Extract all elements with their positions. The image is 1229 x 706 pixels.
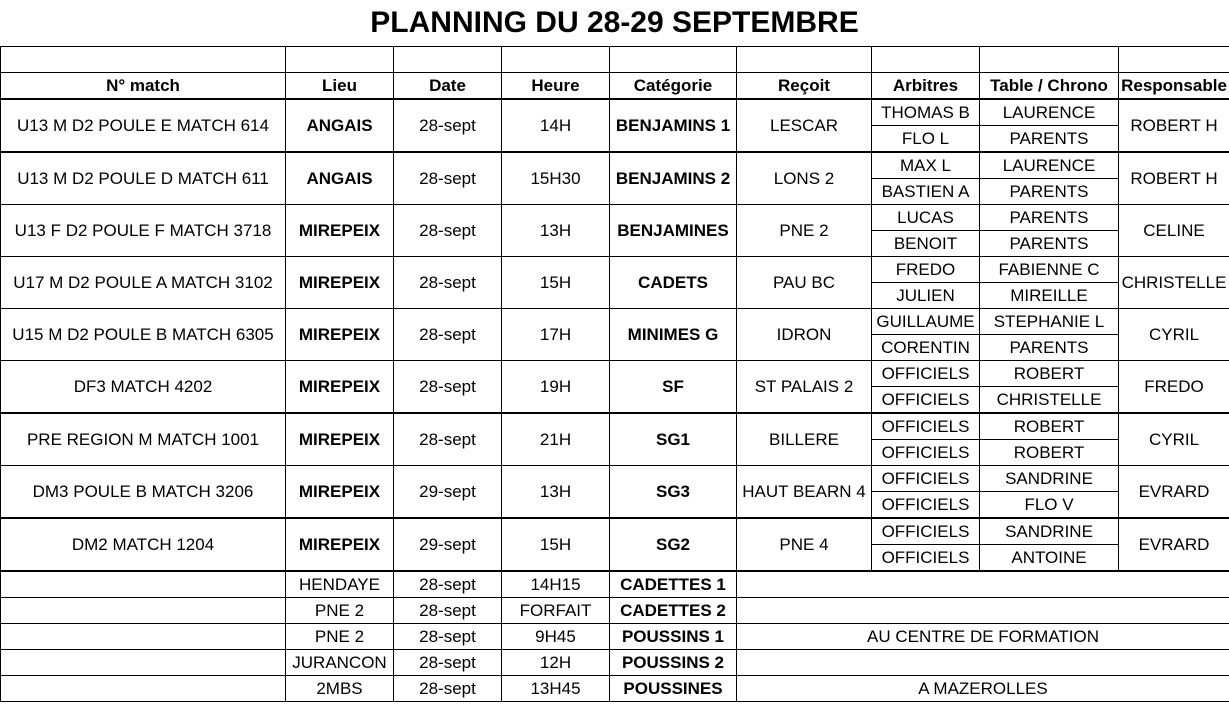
extra-lieu: HENDAYE xyxy=(286,571,394,598)
match-name: U13 M D2 POULE D MATCH 611 xyxy=(1,152,286,205)
match-table-1: LAURENCE xyxy=(980,152,1119,179)
match-categorie: BENJAMINES xyxy=(610,205,737,257)
match-categorie: BENJAMINS 1 xyxy=(610,99,737,152)
match-table-1: ROBERT xyxy=(980,413,1119,440)
match-lieu: ANGAIS xyxy=(286,152,394,205)
extra-heure: 9H45 xyxy=(502,624,610,650)
extra-heure: 12H xyxy=(502,650,610,676)
extra-heure: 13H45 xyxy=(502,676,610,702)
match-date: 29-sept xyxy=(394,518,502,571)
match-row xyxy=(1,309,1229,335)
blank-cell xyxy=(502,47,610,73)
match-heure: 13H xyxy=(502,205,610,257)
match-recoit: PAU BC xyxy=(737,257,872,309)
blank-row xyxy=(1,47,1229,73)
match-recoit: LONS 2 xyxy=(737,152,872,205)
extra-note xyxy=(737,571,1229,598)
match-table-2: ANTOINE xyxy=(980,545,1119,572)
match-categorie: SG3 xyxy=(610,466,737,519)
match-responsable: ROBERT H xyxy=(1119,152,1229,205)
match-table-2: PARENTS xyxy=(980,126,1119,153)
match-arbitre-2: OFFICIELS xyxy=(872,440,980,466)
blank-cell xyxy=(610,47,737,73)
match-arbitre-2: FLO L xyxy=(872,126,980,153)
blank-cell xyxy=(1,47,286,73)
match-table-1: PARENTS xyxy=(980,205,1119,231)
match-name: U13 F D2 POULE F MATCH 3718 xyxy=(1,205,286,257)
extra-heure: 14H15 xyxy=(502,571,610,598)
match-responsable: EVRARD xyxy=(1119,518,1229,571)
match-recoit: HAUT BEARN 4 xyxy=(737,466,872,519)
match-arbitre-2: OFFICIELS xyxy=(872,545,980,572)
match-heure: 19H xyxy=(502,361,610,414)
blank-cell xyxy=(737,47,872,73)
match-date: 28-sept xyxy=(394,257,502,309)
page-title: PLANNING DU 28-29 SEPTEMBRE xyxy=(370,6,859,39)
planning-body xyxy=(1,47,1229,702)
extra-row xyxy=(1,571,1229,598)
match-heure: 21H xyxy=(502,413,610,466)
header-categorie: Catégorie xyxy=(610,73,737,100)
header-table-chrono: Table / Chrono xyxy=(980,73,1119,100)
match-lieu: MIREPEIX xyxy=(286,413,394,466)
match-arbitre-1: OFFICIELS xyxy=(872,466,980,492)
match-lieu: MIREPEIX xyxy=(286,257,394,309)
match-table-1: FABIENNE C xyxy=(980,257,1119,283)
match-name: U17 M D2 POULE A MATCH 3102 xyxy=(1,257,286,309)
extra-lieu: PNE 2 xyxy=(286,598,394,624)
match-categorie: BENJAMINS 2 xyxy=(610,152,737,205)
match-table-2: PARENTS xyxy=(980,335,1119,361)
match-row xyxy=(1,361,1229,387)
match-date: 28-sept xyxy=(394,413,502,466)
header-row xyxy=(1,73,1229,100)
match-arbitre-1: MAX L xyxy=(872,152,980,179)
extra-categorie: CADETTES 2 xyxy=(610,598,737,624)
match-lieu: MIREPEIX xyxy=(286,466,394,519)
extra-row xyxy=(1,598,1229,624)
match-arbitre-1: THOMAS B xyxy=(872,99,980,126)
match-arbitre-2: CORENTIN xyxy=(872,335,980,361)
match-arbitre-2: BENOIT xyxy=(872,231,980,257)
extra-date: 28-sept xyxy=(394,571,502,598)
match-table-1: LAURENCE xyxy=(980,99,1119,126)
match-arbitre-2: OFFICIELS xyxy=(872,387,980,414)
match-lieu: MIREPEIX xyxy=(286,361,394,414)
match-row xyxy=(1,152,1229,179)
match-arbitre-1: FREDO xyxy=(872,257,980,283)
match-date: 28-sept xyxy=(394,99,502,152)
match-row xyxy=(1,518,1229,545)
match-table-1: ROBERT xyxy=(980,361,1119,387)
extra-empty-cell xyxy=(1,624,286,650)
match-arbitre-1: OFFICIELS xyxy=(872,518,980,545)
extra-categorie: POUSSINS 1 xyxy=(610,624,737,650)
header-match: N° match xyxy=(1,73,286,100)
match-heure: 15H30 xyxy=(502,152,610,205)
match-responsable: CELINE xyxy=(1119,205,1229,257)
extra-categorie: CADETTES 1 xyxy=(610,571,737,598)
match-name: U13 M D2 POULE E MATCH 614 xyxy=(1,99,286,152)
extra-note xyxy=(737,598,1229,624)
match-heure: 14H xyxy=(502,99,610,152)
match-responsable: CYRIL xyxy=(1119,413,1229,466)
header-heure: Heure xyxy=(502,73,610,100)
extra-date: 28-sept xyxy=(394,676,502,702)
match-recoit: PNE 4 xyxy=(737,518,872,571)
match-table-2: MIREILLE xyxy=(980,283,1119,309)
match-categorie: SG1 xyxy=(610,413,737,466)
match-arbitre-2: OFFICIELS xyxy=(872,492,980,519)
extra-empty-cell xyxy=(1,650,286,676)
match-heure: 15H xyxy=(502,257,610,309)
extra-lieu: 2MBS xyxy=(286,676,394,702)
extra-row xyxy=(1,676,1229,702)
match-arbitre-1: OFFICIELS xyxy=(872,361,980,387)
header-lieu: Lieu xyxy=(286,73,394,100)
match-heure: 15H xyxy=(502,518,610,571)
match-lieu: MIREPEIX xyxy=(286,205,394,257)
extra-row xyxy=(1,650,1229,676)
match-categorie: SG2 xyxy=(610,518,737,571)
header-recoit: Reçoit xyxy=(737,73,872,100)
blank-cell xyxy=(980,47,1119,73)
match-date: 28-sept xyxy=(394,152,502,205)
match-responsable: CHRISTELLE xyxy=(1119,257,1229,309)
extra-date: 28-sept xyxy=(394,650,502,676)
planning-table xyxy=(0,46,1229,702)
match-arbitre-1: LUCAS xyxy=(872,205,980,231)
extra-categorie: POUSSINS 2 xyxy=(610,650,737,676)
match-arbitre-1: OFFICIELS xyxy=(872,413,980,440)
match-heure: 13H xyxy=(502,466,610,519)
header-arbitres: Arbitres xyxy=(872,73,980,100)
match-name: DM2 MATCH 1204 xyxy=(1,518,286,571)
match-row xyxy=(1,413,1229,440)
match-arbitre-2: JULIEN xyxy=(872,283,980,309)
extra-empty-cell xyxy=(1,571,286,598)
blank-cell xyxy=(872,47,980,73)
match-date: 28-sept xyxy=(394,309,502,361)
match-table-2: FLO V xyxy=(980,492,1119,519)
match-date: 29-sept xyxy=(394,466,502,519)
extra-note: AU CENTRE DE FORMATION xyxy=(737,624,1229,650)
match-table-1: SANDRINE xyxy=(980,466,1119,492)
match-recoit: PNE 2 xyxy=(737,205,872,257)
blank-cell xyxy=(1119,47,1229,73)
match-categorie: CADETS xyxy=(610,257,737,309)
match-recoit: IDRON xyxy=(737,309,872,361)
match-row xyxy=(1,257,1229,283)
match-name: DM3 POULE B MATCH 3206 xyxy=(1,466,286,519)
extra-lieu: JURANCON xyxy=(286,650,394,676)
extra-heure: FORFAIT xyxy=(502,598,610,624)
match-heure: 17H xyxy=(502,309,610,361)
match-name: U15 M D2 POULE B MATCH 6305 xyxy=(1,309,286,361)
match-table-2: ROBERT xyxy=(980,440,1119,466)
match-table-2: PARENTS xyxy=(980,179,1119,205)
match-lieu: MIREPEIX xyxy=(286,518,394,571)
match-name: PRE REGION M MATCH 1001 xyxy=(1,413,286,466)
extra-empty-cell xyxy=(1,676,286,702)
match-table-1: SANDRINE xyxy=(980,518,1119,545)
match-categorie: SF xyxy=(610,361,737,414)
match-date: 28-sept xyxy=(394,361,502,414)
extra-note xyxy=(737,650,1229,676)
match-table-2: CHRISTELLE xyxy=(980,387,1119,414)
match-responsable: ROBERT H xyxy=(1119,99,1229,152)
match-lieu: ANGAIS xyxy=(286,99,394,152)
header-responsable: Responsable xyxy=(1119,73,1229,100)
blank-cell xyxy=(394,47,502,73)
match-responsable: CYRIL xyxy=(1119,309,1229,361)
match-table-2: PARENTS xyxy=(980,231,1119,257)
match-recoit: LESCAR xyxy=(737,99,872,152)
extra-note: A MAZEROLLES xyxy=(737,676,1229,702)
match-row xyxy=(1,205,1229,231)
extra-lieu: PNE 2 xyxy=(286,624,394,650)
header-date: Date xyxy=(394,73,502,100)
match-row xyxy=(1,466,1229,492)
match-responsable: FREDO xyxy=(1119,361,1229,414)
match-row xyxy=(1,99,1229,126)
match-date: 28-sept xyxy=(394,205,502,257)
match-recoit: BILLERE xyxy=(737,413,872,466)
match-arbitre-1: GUILLAUME xyxy=(872,309,980,335)
match-table-1: STEPHANIE L xyxy=(980,309,1119,335)
match-recoit: ST PALAIS 2 xyxy=(737,361,872,414)
extra-date: 28-sept xyxy=(394,624,502,650)
extra-empty-cell xyxy=(1,598,286,624)
extra-categorie: POUSSINES xyxy=(610,676,737,702)
extra-date: 28-sept xyxy=(394,598,502,624)
match-name: DF3 MATCH 4202 xyxy=(1,361,286,414)
match-responsable: EVRARD xyxy=(1119,466,1229,519)
blank-cell xyxy=(286,47,394,73)
extra-row xyxy=(1,624,1229,650)
match-arbitre-2: BASTIEN A xyxy=(872,179,980,205)
match-lieu: MIREPEIX xyxy=(286,309,394,361)
match-categorie: MINIMES G xyxy=(610,309,737,361)
